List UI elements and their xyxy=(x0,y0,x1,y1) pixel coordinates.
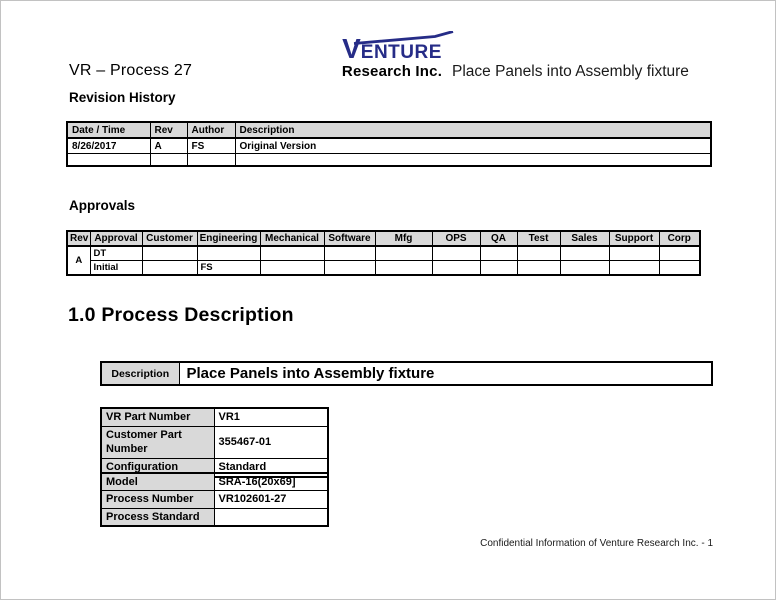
cell-test xyxy=(517,261,560,276)
row-value: SRA-16(20x69] xyxy=(214,473,328,491)
column-header-mfg: Mfg xyxy=(375,231,432,246)
doc-title: VR – Process 27 xyxy=(69,62,193,79)
cell-description: Original Version xyxy=(235,138,711,154)
logo-brand-rest: ENTURE xyxy=(360,42,442,63)
column-header-engineering: Engineering xyxy=(197,231,260,246)
column-header-description: Description xyxy=(235,122,711,138)
description-value: Place Panels into Assembly fixture xyxy=(179,362,712,385)
cell-test xyxy=(517,246,560,261)
column-header-rev: Rev xyxy=(150,122,187,138)
table-row xyxy=(101,427,328,459)
row-label: VR Part Number xyxy=(101,408,214,427)
cell-approval: Initial xyxy=(90,261,142,276)
table-row xyxy=(101,408,328,427)
row-value: Standard xyxy=(214,458,328,477)
cell-mfg xyxy=(375,261,432,276)
cell-date: 8/26/2017 xyxy=(67,138,150,154)
cell-mechanical xyxy=(260,261,324,276)
column-header-corp: Corp xyxy=(659,231,700,246)
row-value: 355467-01 xyxy=(214,427,328,459)
column-header-author: Author xyxy=(187,122,235,138)
cell-software xyxy=(324,261,375,276)
approvals-table xyxy=(66,230,701,276)
cell-approval: DT xyxy=(90,246,142,261)
table-row xyxy=(101,508,328,526)
cell-qa xyxy=(480,261,517,276)
table-row xyxy=(101,491,328,508)
revision-history-heading: Revision History xyxy=(69,90,176,105)
column-header-rev: Rev xyxy=(67,231,90,246)
cell-customer xyxy=(142,261,197,276)
column-header-ops: OPS xyxy=(432,231,480,246)
table-row xyxy=(101,473,328,491)
column-header-qa: QA xyxy=(480,231,517,246)
cell-date xyxy=(67,154,150,167)
logo-subtitle: Research Inc. xyxy=(341,63,443,80)
process-description-heading: 1.0 Process Description xyxy=(68,304,294,326)
part-info-table-secondary xyxy=(100,472,329,527)
cell-mechanical xyxy=(260,246,324,261)
table-row xyxy=(67,261,700,276)
revision-history-table xyxy=(66,121,712,167)
cell-corp xyxy=(659,246,700,261)
row-label: Customer Part Number xyxy=(101,427,214,459)
logo-swoosh-icon xyxy=(353,31,455,45)
cell-support xyxy=(609,246,659,261)
row-value: VR102601-27 xyxy=(214,491,328,508)
venture-logo xyxy=(327,29,457,79)
footer-text: Confidential Information of Venture Research Inc. - 1 xyxy=(480,538,713,549)
cell-sales xyxy=(560,261,609,276)
cell-author: FS xyxy=(187,138,235,154)
column-header-mechanical: Mechanical xyxy=(260,231,324,246)
cell-rev: A xyxy=(150,138,187,154)
column-header-sales: Sales xyxy=(560,231,609,246)
header-subject: Place Panels into Assembly fixture xyxy=(452,63,689,80)
description-label: Description xyxy=(101,362,179,385)
cell-ops xyxy=(432,246,480,261)
cell-rev: A xyxy=(67,246,90,275)
cell-ops xyxy=(432,261,480,276)
approvals-heading: Approvals xyxy=(69,198,136,213)
cell-description xyxy=(235,154,711,167)
cell-sales xyxy=(560,246,609,261)
column-header-software: Software xyxy=(324,231,375,246)
approvals-header-row xyxy=(67,231,700,246)
row-label: Model xyxy=(101,473,214,491)
cell-mfg xyxy=(375,246,432,261)
cell-author xyxy=(187,154,235,167)
cell-engineering: FS xyxy=(197,261,260,276)
description-box xyxy=(100,361,713,386)
column-header-customer: Customer xyxy=(142,231,197,246)
logo-brand-initial: V xyxy=(342,33,361,64)
cell-software xyxy=(324,246,375,261)
cell-customer xyxy=(142,246,197,261)
column-header-test: Test xyxy=(517,231,560,246)
table-row xyxy=(67,246,700,261)
cell-qa xyxy=(480,246,517,261)
cell-corp xyxy=(659,261,700,276)
revision-header-row xyxy=(67,122,711,138)
part-info-table-primary xyxy=(100,407,329,478)
cell-rev xyxy=(150,154,187,167)
row-label: Configuration xyxy=(101,458,214,477)
table-row xyxy=(101,362,712,385)
cell-engineering xyxy=(197,246,260,261)
column-header-date-time: Date / Time xyxy=(67,122,150,138)
table-row xyxy=(67,154,711,167)
row-value xyxy=(214,508,328,526)
column-header-support: Support xyxy=(609,231,659,246)
table-row xyxy=(67,138,711,154)
cell-support xyxy=(609,261,659,276)
row-value: VR1 xyxy=(214,408,328,427)
column-header-approval: Approval xyxy=(90,231,142,246)
row-label: Process Number xyxy=(101,491,214,508)
row-label: Process Standard xyxy=(101,508,214,526)
